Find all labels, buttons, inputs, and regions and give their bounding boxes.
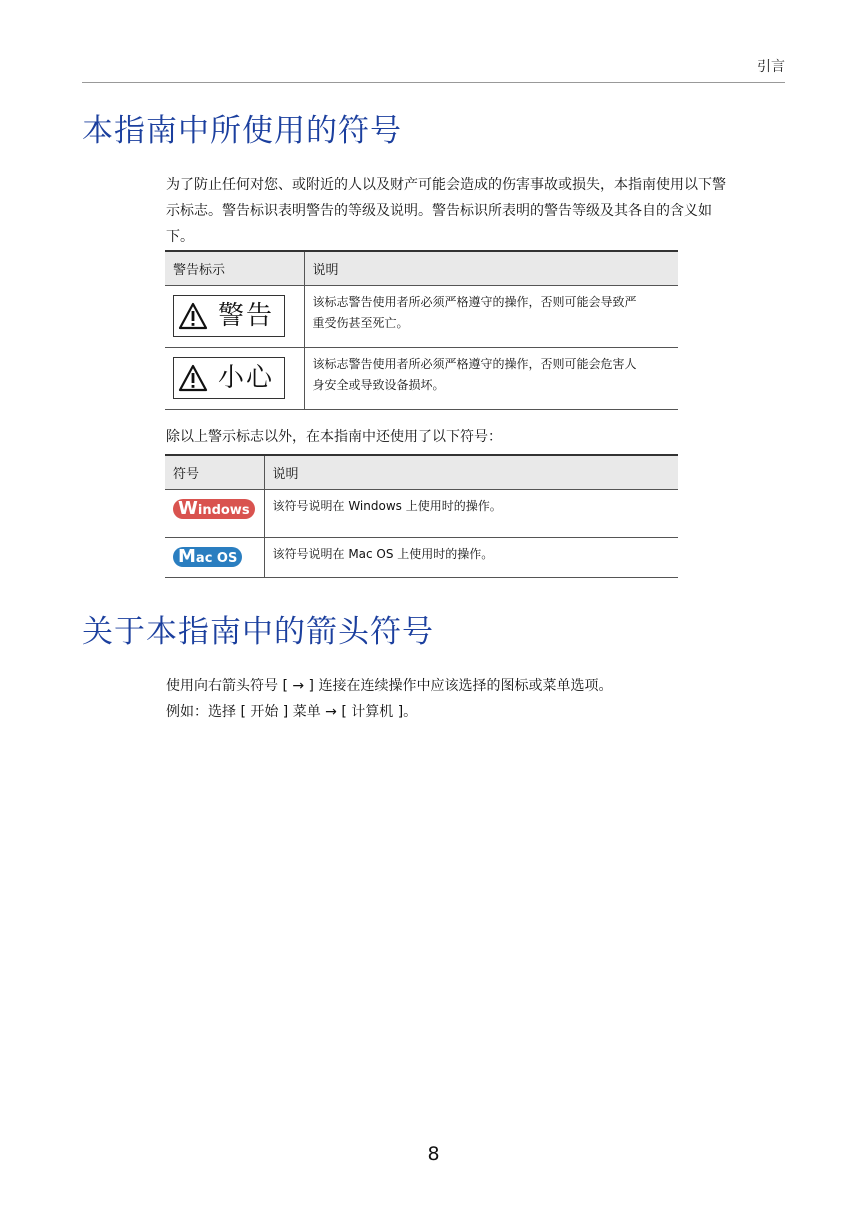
- table-row: [165, 286, 678, 348]
- badge-text: ac OS: [195, 551, 238, 566]
- caution-label: 小心: [218, 362, 275, 393]
- header-section-label: 引言: [757, 59, 785, 75]
- mac-os-badge-icon: [173, 547, 242, 567]
- os-symbols-table: [165, 454, 678, 578]
- badge-initial: W: [178, 498, 198, 519]
- arrow-text-line: 使用向右箭头符号 [ → ] 连接在连续操作中应该选择的图标或菜单选项。: [166, 678, 613, 694]
- table-row: [165, 538, 678, 578]
- arrow-example-line: 例如：选择 [ 开始 ] 菜单 → [ 计算机 ]。: [166, 704, 418, 720]
- warning-label-box: [173, 295, 285, 337]
- warning-triangle-icon: [178, 302, 208, 330]
- column-header-description: 说明: [304, 251, 678, 286]
- warning-label: 警告: [218, 300, 275, 331]
- badge-initial: M: [178, 546, 196, 567]
- windows-description-cell: 该符号说明在 Windows 上使用时的操作。: [264, 490, 678, 538]
- caution-symbol-cell: [165, 348, 304, 410]
- description-line: 该标志警告使用者所必须严格遵守的操作，否则可能会导致严: [312, 295, 637, 309]
- table-header-row: [165, 251, 678, 286]
- badge-text: indows: [197, 503, 250, 518]
- arrow-symbol-paragraph: [166, 673, 786, 725]
- column-header-warning: 警告标示: [165, 251, 304, 286]
- column-header-description: 说明: [264, 455, 678, 490]
- mac-description-cell: 该符号说明在 Mac OS 上使用时的操作。: [264, 538, 678, 578]
- description-line: 该标志警告使用者所必须严格遵守的操作，否则可能会危害人: [312, 357, 637, 371]
- section-title-symbols: 本指南中所使用的符号: [82, 113, 402, 149]
- column-header-symbol: 符号: [165, 455, 264, 490]
- additional-symbols-text: 除以上警示标志以外，在本指南中还使用了以下符号：: [166, 429, 502, 445]
- caution-label-box: [173, 357, 285, 399]
- windows-symbol-cell: [165, 490, 264, 538]
- warning-triangle-icon: [178, 364, 208, 392]
- table-row: [165, 348, 678, 410]
- intro-line: 下。: [166, 229, 194, 245]
- warning-description-cell: [304, 286, 678, 348]
- description-line: 身安全或导致设备损坏。: [312, 378, 445, 392]
- warning-symbols-table: [165, 250, 678, 410]
- mac-symbol-cell: [165, 538, 264, 578]
- windows-badge-icon: [173, 499, 255, 519]
- symbols-intro-paragraph: [166, 172, 786, 250]
- warning-symbol-cell: [165, 286, 304, 348]
- caution-description-cell: [304, 348, 678, 410]
- section-title-arrow-symbols: 关于本指南中的箭头符号: [82, 614, 434, 650]
- table-row: [165, 490, 678, 538]
- table-header-row: [165, 455, 678, 490]
- header-divider: [82, 82, 785, 83]
- intro-line: 示标志。警告标识表明警告的等级及说明。警告标识所表明的警告等级及其各自的含义如: [166, 203, 712, 219]
- description-line: 重受伤甚至死亡。: [312, 316, 409, 330]
- intro-line: 为了防止任何对您、或附近的人以及财产可能会造成的伤害事故或损失，本指南使用以下警: [166, 177, 726, 193]
- page-number: 8: [427, 1143, 440, 1165]
